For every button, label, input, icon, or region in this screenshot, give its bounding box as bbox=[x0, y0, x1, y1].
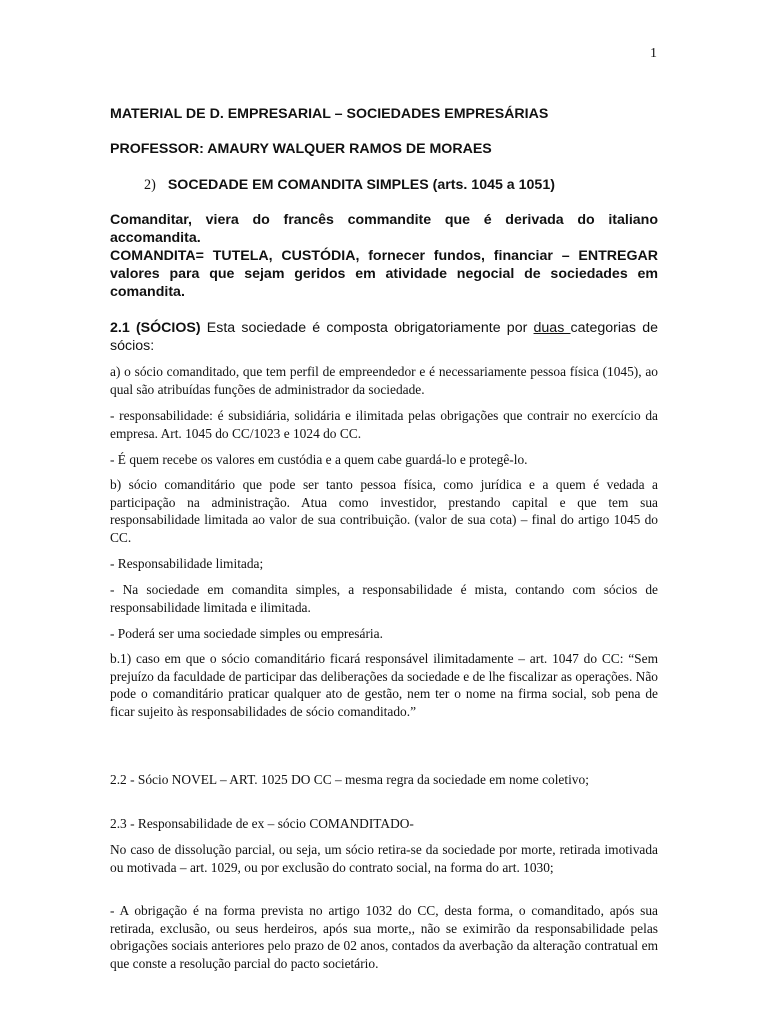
paragraph-text: - Poderá ser uma sociedade simples ou empresária. bbox=[110, 626, 383, 641]
intro-paragraph-2: COMANDITA= TUTELA, CUSTÓDIA, fornecer fundos, financiar – ENTREGAR valores para que sejam geridos em atividade negocial de sociedades em comandita. bbox=[110, 248, 658, 300]
paragraph-text: 2.3 - Responsabilidade de ex – sócio COMANDITADO- bbox=[110, 816, 414, 831]
section-2-1-underlined: duas bbox=[533, 320, 571, 336]
paragraph-b bbox=[110, 476, 658, 546]
paragraph-text: - É quem recebe os valores em custódia e a quem cabe guardá-lo e protegê-lo. bbox=[110, 452, 528, 467]
paragraph-b1 bbox=[110, 650, 658, 720]
section-2-1-text-end: categorias de sócios: bbox=[110, 320, 658, 354]
paragraph-text: a) o sócio comanditado, que tem perfil de empreendedor e é necessariamente pessoa física (1045), ao qual são atribuídas funções de administrador da sociedade. bbox=[110, 364, 658, 397]
paragraph-text: - responsabilidade: é subsidiária, solidária e ilimitada pelas obrigações que contrair no exercício da empresa. Art. 1045 do CC/1023 e 1024 do CC. bbox=[110, 408, 658, 441]
paragraph-text: b) sócio comanditário que pode ser tanto pessoa física, como jurídica e a quem é vedada a participação na administração. Atua como investidor, prestando capital e que tem sua responsabilidade limitada ao valor de sua contribuição. (valor de sua cota) – final do artigo 1045 do CC. bbox=[110, 477, 658, 545]
paragraph-2-3 bbox=[110, 815, 658, 833]
section-number: 2) bbox=[144, 177, 156, 193]
paragraph-text: No caso de dissolução parcial, ou seja, um sócio retira-se da sociedade por morte, retirada imotivada ou motivada – art. 1029, ou por exclusão do contrato social, na forma do art. 1030; bbox=[110, 842, 658, 875]
paragraph-text: 2.2 - Sócio NOVEL – ART. 1025 DO CC – mesma regra da sociedade em nome coletivo; bbox=[110, 772, 589, 787]
page-number: 1 bbox=[650, 46, 657, 61]
document-title: MATERIAL DE D. EMPRESARIAL – SOCIEDADES EMPRESÁRIAS bbox=[110, 106, 549, 122]
paragraph-mista bbox=[110, 581, 658, 616]
paragraph-text: - Responsabilidade limitada; bbox=[110, 556, 264, 571]
paragraph-resp-limitada bbox=[110, 555, 658, 573]
paragraph-custodia bbox=[110, 451, 658, 469]
section-title: SOCEDADE EM COMANDITA SIMPLES (arts. 1045 a 1051) bbox=[167, 177, 555, 193]
section-2-1 bbox=[110, 319, 658, 355]
intro-block bbox=[110, 211, 658, 301]
paragraph-text: - Na sociedade em comandita simples, a responsabilidade é mista, contando com sócios de responsabilidade limitada e ilimitada. bbox=[110, 582, 658, 615]
paragraph-obrigacao bbox=[110, 902, 658, 972]
intro-paragraph-1: Comanditar, viera do francês commandite que é derivada do italiano accomandita. bbox=[110, 212, 658, 246]
paragraph-simples bbox=[110, 625, 658, 643]
paragraph-text: b.1) caso em que o sócio comanditário ficará responsável ilimitadamente – art. 1047 do CC: “Sem prejuízo da faculdade de participar das deliberações da sociedade e de lhe fiscalizar as operações. Não pode o comanditário praticar qualquer ato de gestão, nem ter o nome na firma social, sob pena de ficar sujeito às responsabilidades de sócio comanditado.” bbox=[110, 651, 658, 719]
professor-line: PROFESSOR: AMAURY WALQUER RAMOS DE MORAES bbox=[110, 141, 492, 157]
section-2-1-label: 2.1 (SÓCIOS) bbox=[110, 320, 201, 336]
paragraph-responsabilidade bbox=[110, 407, 658, 442]
paragraph-a bbox=[110, 363, 658, 398]
section-heading bbox=[144, 177, 555, 194]
paragraph-dissolucao bbox=[110, 841, 658, 876]
section-2-1-text: Esta sociedade é composta obrigatoriamente por bbox=[200, 320, 534, 336]
paragraph-text: - A obrigação é na forma prevista no artigo 1032 do CC, desta forma, o comanditado, após sua retirada, exclusão, ou seus herdeiros, após sua morte,, não se eximirão da responsabilidade pelas obrigações sociais anteriores pelo prazo de 02 anos, contados da averbação da alteração contratual em que conste a resolução parcial do pacto societário. bbox=[110, 903, 658, 971]
paragraph-2-2 bbox=[110, 771, 658, 789]
